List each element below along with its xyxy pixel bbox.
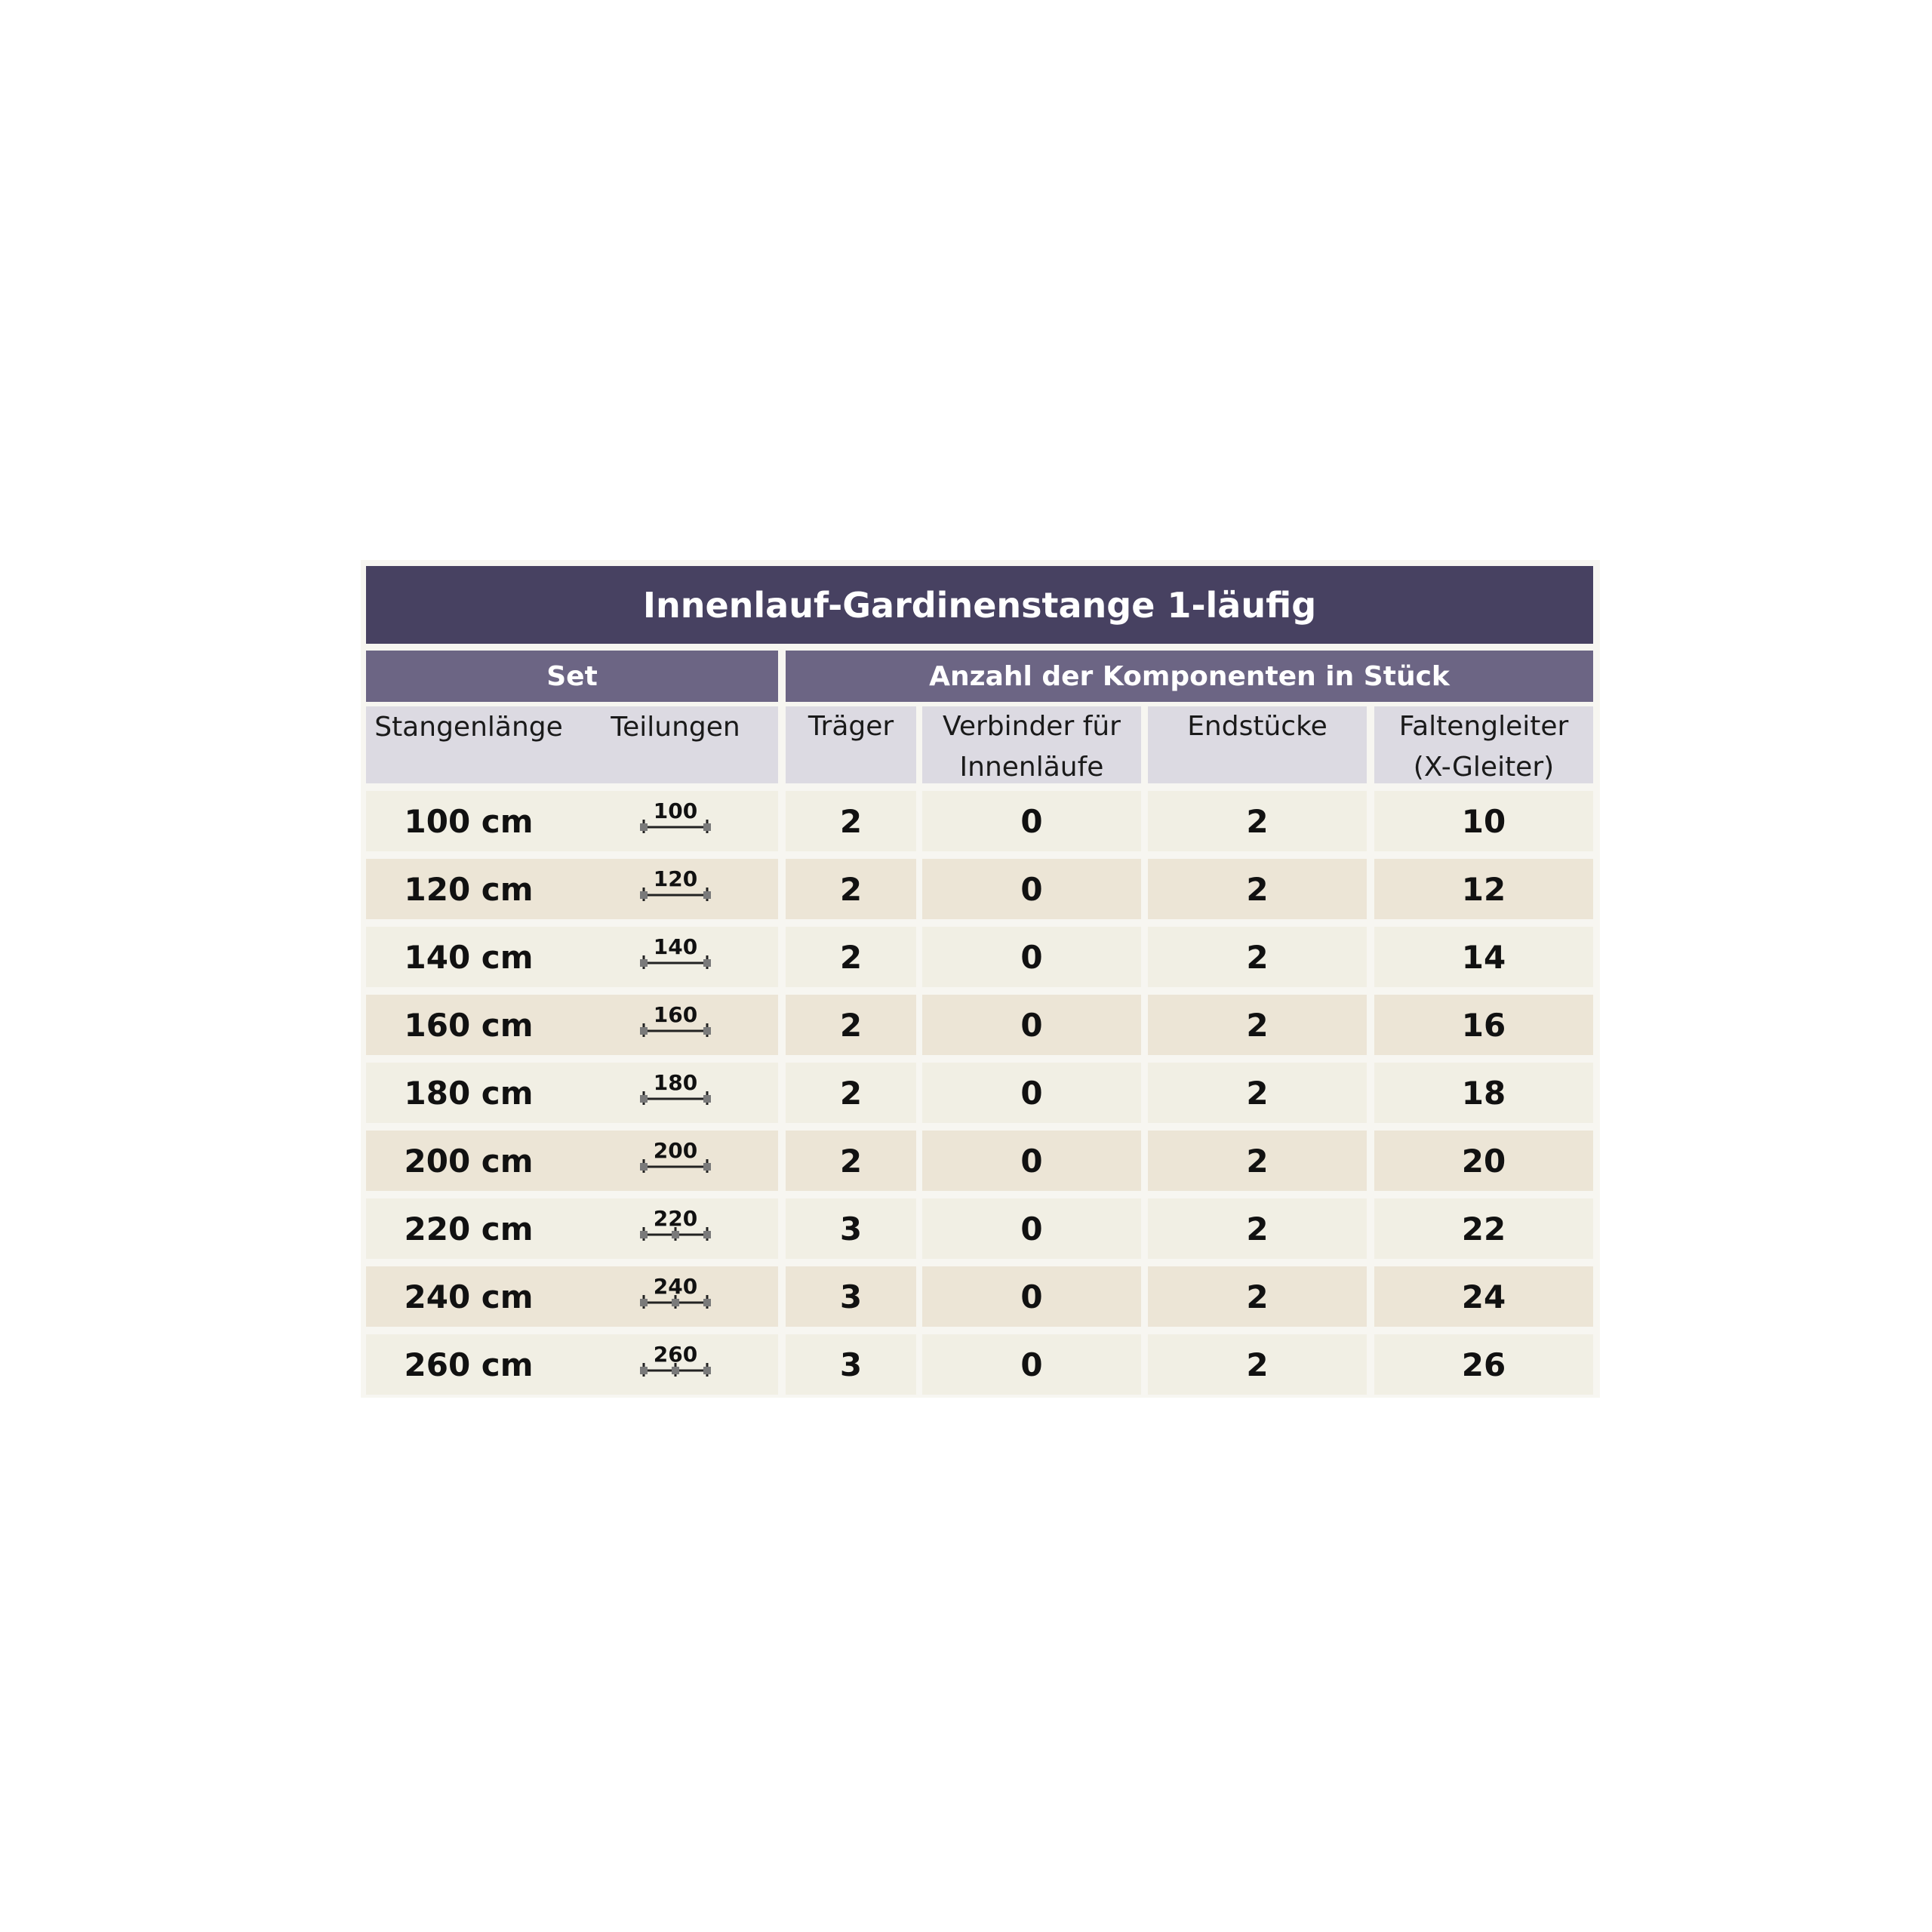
cell-traeger: 2 bbox=[839, 1142, 863, 1180]
cell-verbinder: 0 bbox=[1020, 1074, 1043, 1112]
cell-endstuecke: 2 bbox=[1246, 938, 1269, 976]
cell-faltengleiter: 22 bbox=[1461, 1210, 1506, 1247]
cell-endstuecke: 2 bbox=[1246, 870, 1269, 908]
cell-traeger: 3 bbox=[839, 1346, 863, 1383]
curtain-rod-division-icon bbox=[639, 1275, 712, 1310]
cell-endstuecke: 2 bbox=[1246, 1278, 1269, 1315]
division-label: 140 bbox=[653, 934, 698, 959]
cell-endstuecke: 2 bbox=[1246, 1074, 1269, 1112]
cell-length: 100 cm bbox=[404, 802, 534, 840]
cell-traeger: 2 bbox=[839, 1006, 863, 1044]
column-header-faltengleiter: Faltengleiter (X-Gleiter) bbox=[1374, 706, 1593, 783]
cell-endstuecke: 2 bbox=[1246, 1006, 1269, 1044]
cell-length: 240 cm bbox=[404, 1278, 534, 1315]
cell-verbinder: 0 bbox=[1020, 938, 1043, 976]
division-label: 100 bbox=[653, 798, 698, 823]
cell-verbinder: 0 bbox=[1020, 802, 1043, 840]
column-header-endstuecke: Endstücke bbox=[1148, 706, 1367, 783]
curtain-rod-division-icon bbox=[639, 936, 712, 971]
cell-endstuecke: 2 bbox=[1246, 1210, 1269, 1247]
cell-verbinder: 0 bbox=[1020, 870, 1043, 908]
cell-faltengleiter: 10 bbox=[1461, 802, 1506, 840]
cell-faltengleiter: 20 bbox=[1461, 1142, 1506, 1180]
column-header-traeger: Träger bbox=[786, 706, 916, 783]
cell-traeger: 2 bbox=[839, 870, 863, 908]
group-header-components: Anzahl der Komponenten in Stück bbox=[786, 651, 1593, 702]
column-header-length: Stangenlänge bbox=[374, 711, 563, 743]
cell-length: 200 cm bbox=[404, 1142, 534, 1180]
cell-faltengleiter: 16 bbox=[1461, 1006, 1506, 1044]
cell-verbinder: 0 bbox=[1020, 1346, 1043, 1383]
cell-endstuecke: 2 bbox=[1246, 802, 1269, 840]
division-label: 160 bbox=[653, 1002, 698, 1027]
cell-length: 220 cm bbox=[404, 1210, 534, 1247]
cell-length: 260 cm bbox=[404, 1346, 534, 1383]
cell-traeger: 2 bbox=[839, 1074, 863, 1112]
column-header-divisions: Teilungen bbox=[611, 711, 740, 743]
table-title: Innenlauf-Gardinenstange 1-läufig bbox=[366, 566, 1593, 644]
cell-faltengleiter: 12 bbox=[1461, 870, 1506, 908]
cell-endstuecke: 2 bbox=[1246, 1346, 1269, 1383]
division-label: 200 bbox=[653, 1138, 698, 1163]
cell-endstuecke: 2 bbox=[1246, 1142, 1269, 1180]
curtain-rod-division-icon bbox=[639, 1072, 712, 1106]
cell-traeger: 3 bbox=[839, 1278, 863, 1315]
cell-length: 140 cm bbox=[404, 938, 534, 976]
curtain-rod-division-icon bbox=[639, 800, 712, 835]
cell-length: 120 cm bbox=[404, 870, 534, 908]
cell-faltengleiter: 24 bbox=[1461, 1278, 1506, 1315]
division-label: 220 bbox=[653, 1206, 698, 1231]
curtain-rod-division-icon bbox=[639, 1208, 712, 1242]
group-header-set: Set bbox=[366, 651, 778, 702]
cell-verbinder: 0 bbox=[1020, 1142, 1043, 1180]
curtain-rod-division-icon bbox=[639, 868, 712, 903]
curtain-rod-division-icon bbox=[639, 1004, 712, 1038]
cell-traeger: 2 bbox=[839, 938, 863, 976]
division-label: 120 bbox=[653, 866, 698, 891]
cell-length: 180 cm bbox=[404, 1074, 534, 1112]
cell-verbinder: 0 bbox=[1020, 1278, 1043, 1315]
cell-length: 160 cm bbox=[404, 1006, 534, 1044]
division-label: 180 bbox=[653, 1070, 698, 1095]
cell-traeger: 3 bbox=[839, 1210, 863, 1247]
curtain-rod-division-icon bbox=[639, 1140, 712, 1174]
cell-faltengleiter: 26 bbox=[1461, 1346, 1506, 1383]
cell-traeger: 2 bbox=[839, 802, 863, 840]
curtain-rod-division-icon bbox=[639, 1343, 712, 1378]
division-label: 240 bbox=[653, 1274, 698, 1299]
division-label: 260 bbox=[653, 1342, 698, 1367]
cell-verbinder: 0 bbox=[1020, 1210, 1043, 1247]
cell-faltengleiter: 14 bbox=[1461, 938, 1506, 976]
column-header-verbinder: Verbinder für Innenläufe bbox=[922, 706, 1141, 783]
cell-verbinder: 0 bbox=[1020, 1006, 1043, 1044]
cell-faltengleiter: 18 bbox=[1461, 1074, 1506, 1112]
